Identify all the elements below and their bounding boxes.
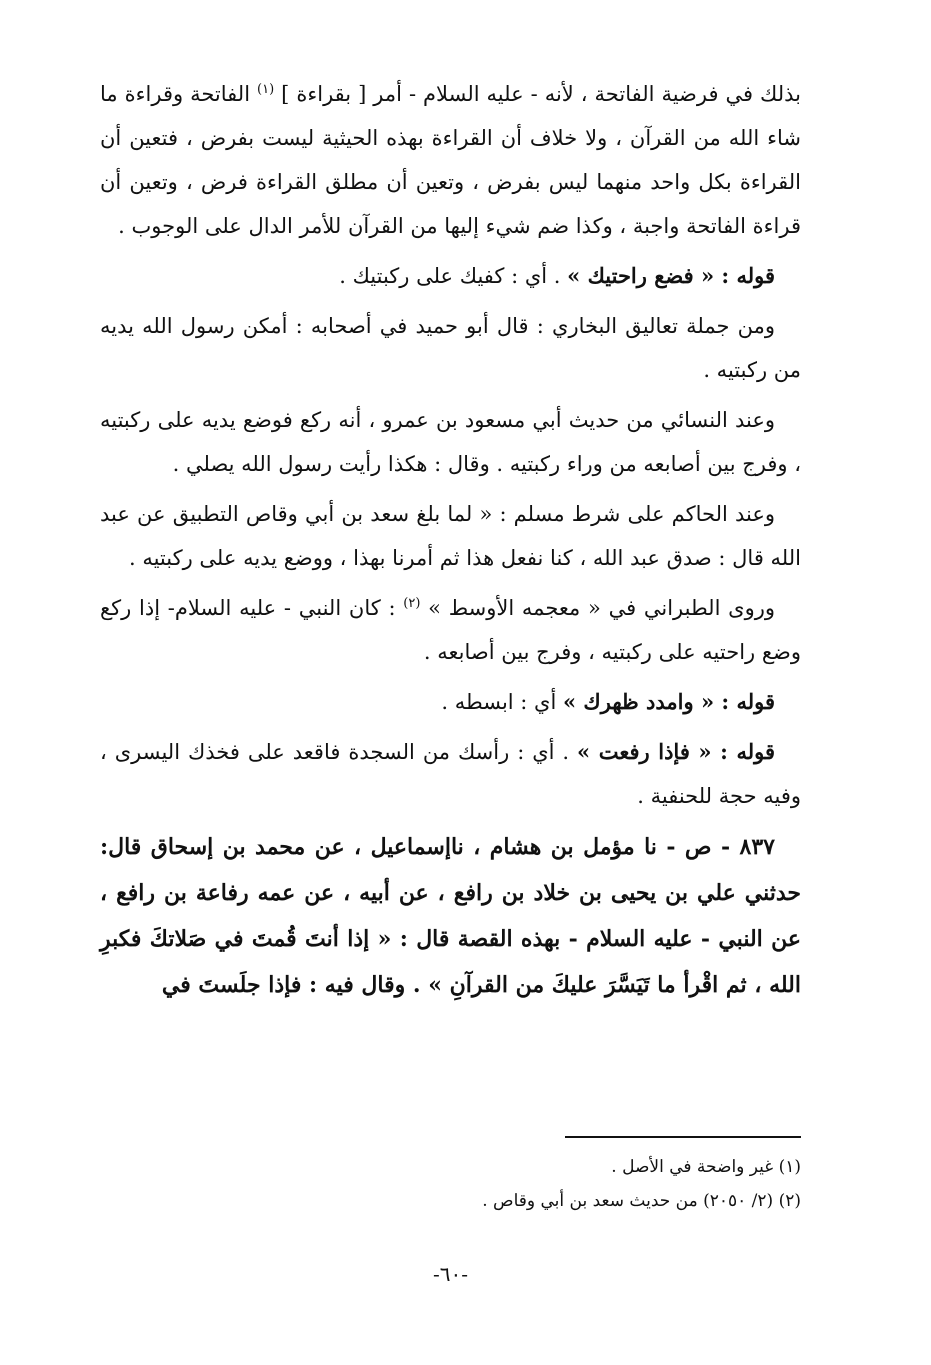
paragraph-text: بذلك في فرضية الفاتحة ، لأنه - عليه السلام - أمر [ بقراءة ]: [274, 82, 801, 106]
footnote-1: (١) غير واضحة في الأصل .: [611, 1157, 801, 1177]
footnote-reference: (٢): [403, 596, 421, 611]
paragraph-text: وعند الحاكم على شرط مسلم : « لما بلغ سعد بن أبي وقاص التطبيق عن عبد الله قال : صدق عبد الله ، كنا نفعل هذا ثم أمرنا بهذا ، ووضع يديه على ركبتيه .: [100, 502, 801, 570]
hadith-837: ٨٣٧ - ص - نا مؤمل بن هشام ، ناإسماعيل ، عن محمد بن إسحاق قال: حدثني علي بن يحيى بن خلاد بن رافع ، عن أبيه ، عن عمه رفاعة بن رافع ، عن النبي - عليه السلام - بهذه القصة قال : « إذا أنتَ قُمتَ في صَلاتكَ فكبرِ الله ، ثم اقْرأ ما تَيَسَّرَ عليكَ من القرآنِ » . وقال فيه : فإذا جلَستَ في: [100, 834, 801, 998]
footnote-separator: [565, 1136, 801, 1138]
paragraph: [100, 586, 801, 674]
paragraph: [100, 398, 801, 486]
paragraph: [100, 72, 801, 248]
quoted-phrase: قوله : « وامدد ظهرك »: [563, 689, 775, 714]
quoted-phrase: قوله : « فضع راحتيك »: [567, 263, 775, 288]
page: [100, 0, 801, 1365]
paragraph: [100, 254, 801, 298]
paragraph-text: وروى الطبراني في « معجمه الأوسط »: [420, 596, 776, 620]
paragraph-text: وعند النسائي من حديث أبي مسعود بن عمرو ، أنه ركع فوضع يديه على ركبتيه ، وفرج بين أصابعه من وراء ركبتيه . وقال : هكذا رأيت رسول الله يصلي .: [100, 408, 801, 476]
paragraph: [100, 492, 801, 580]
paragraph: [100, 304, 801, 392]
page-number: -٦٠-: [432, 1262, 468, 1286]
paragraph-text: ومن جملة تعاليق البخاري : قال أبو حميد في أصحابه : أمكن رسول الله يديه من ركبتيه .: [100, 314, 801, 382]
main-text: [100, 72, 801, 1014]
footnote-reference: (١): [257, 82, 275, 97]
paragraph-text: : كان النبي - عليه السلام- إذا ركع وضع راحتيه على ركبتيه ، وفرج بين أصابعه .: [100, 596, 801, 664]
paragraph: [100, 680, 801, 724]
quoted-phrase: قوله : « فإذا رفعت »: [577, 739, 775, 764]
paragraph: [100, 730, 801, 818]
paragraph-text: . أي : كفيك على ركبتيك .: [339, 264, 568, 288]
paragraph-text: الفاتحة وقراءة ما شاء الله من القرآن ، ولا خلاف أن القراءة بهذه الحيثية ليست بفرض ، فتعين أن القراءة بكل واحد منهما ليس بفرض ، وتعين أن مطلق القراءة فرض ، وتعين أن قراءة الفاتحة واجبة ، وكذا ضم شيء إليها من القرآن للأمر الدال على الوجوب .: [100, 82, 801, 238]
paragraphs: [100, 72, 801, 818]
paragraph-text: أي : ابسطه .: [441, 690, 563, 714]
paragraph-text: . أي : رأسك من السجدة فاقعد على فخذك اليسرى ، وفيه حجة للحنفية .: [100, 740, 801, 808]
footnote-2: (٢) (٢/ ٢٠٥٠) من حديث سعد بن أبي وقاص .: [482, 1191, 801, 1211]
footnotes: [100, 1150, 801, 1218]
